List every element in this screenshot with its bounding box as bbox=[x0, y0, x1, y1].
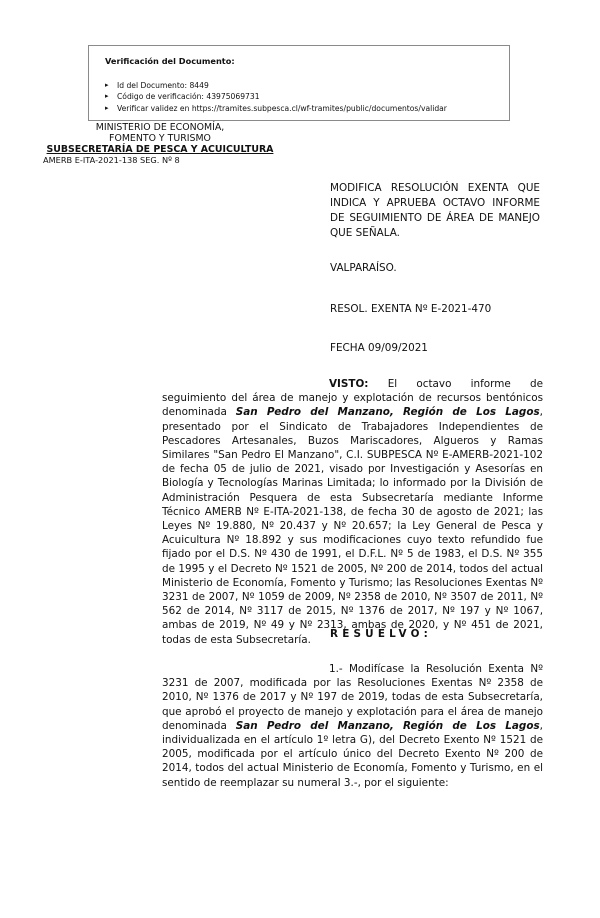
visto-label: VISTO: bbox=[329, 378, 369, 390]
resuelvo-heading: RESUELVO: bbox=[330, 628, 432, 640]
visto-paragraph bbox=[162, 377, 543, 647]
visto-area-name: San Pedro del Manzano, Región de Los Lagos bbox=[235, 406, 540, 419]
subsecretaria-title: SUBSECRETARÍA DE PESCA Y ACUICULTURA bbox=[46, 144, 274, 155]
verification-link[interactable]: ▸ Verificar validez en https://tramites.subpesca.cl/wf-tramites/public/documentos/validar bbox=[105, 103, 509, 114]
place: VALPARAÍSO. bbox=[330, 262, 397, 274]
verification-title: Verificación del Documento: bbox=[105, 56, 235, 66]
resolution-date: FECHA 09/09/2021 bbox=[330, 342, 428, 354]
article-1-paragraph bbox=[162, 662, 543, 790]
visto-text-1: El octavo informe de seguimiento del área de manejo y explotación de recursos bentónicos denominada bbox=[162, 378, 543, 419]
article-1-text-2: , individualizada en el artículo 1º letra G), del Decreto Exento Nº 1521 de 2005, modificada por el artículo único del Decreto Exento Nº 200 de 2014, todos del actual Ministerio de Economía, Fomento y Turismo, en el sentido de reemplazar su numeral 3.-, por el siguiente: bbox=[162, 719, 543, 789]
article-1-area-name: San Pedro del Manzano, Región de Los Lagos bbox=[235, 719, 540, 732]
verification-code: ▸ Código de verificación: 43975069731 bbox=[105, 91, 509, 102]
verification-box bbox=[88, 45, 510, 121]
ministry-line-2: FOMENTO Y TURISMO bbox=[109, 133, 211, 144]
resolution-subject: MODIFICA RESOLUCIÓN EXENTA QUE INDICA Y APRUEBA OCTAVO INFORME DE SEGUIMIENTO DE ÁREA DE MANEJO QUE SEÑALA. bbox=[330, 182, 540, 239]
visto-text-2: , presentado por el Sindicato de Trabajadores Independientes de Pescadores Artesanales, Buzos Mariscadores, Algueros y Ramas Similares "San Pedro El Manzano", C.I. SUBPESCA Nº E-AMERB-2021-102 de fecha 05 de julio de 2021, visado por Investigación y Asesorías en Biología y Tecnologías Marinas Limitada; lo informado por la División de Administración Pesquera de esta Subsecretaría mediante Informe Técnico AMERB Nº E-ITA-2021-138, de fecha 30 de agosto de 2021; las Leyes Nº 19.880, Nº 20.437 y Nº 20.657; la Ley General de Pesca y Acuicultura Nº 18.892 y sus modificaciones cuyo texto refundido fue fijado por el D.S. Nº 430 de 1991, el D.F.L. Nº 5 de 1983, el D.S. Nº 355 de 1995 y el Decreto Nº 1521 de 2005, Nº 200 de 2014, todos del actual Ministerio de Economía, Fomento y Turismo; las Resoluciones Exentas Nº 3231 de 2007, Nº 1059 de 2009, Nº 2358 de 2010, Nº 3507 de 2011, Nº 562 de 2014, Nº 3117 de 2015, Nº 1376 de 2017, Nº 197 y Nº 1067, ambas de 2019, Nº 49 y Nº 2313, ambas de 2020, y Nº 451 de 2021, todas de esta Subsecretaría. bbox=[162, 406, 543, 646]
article-1-text-1: 1.- Modifícase la Resolución Exenta Nº 3231 de 2007, modificada por las Resoluciones Exentas Nº 2358 de 2010, Nº 1376 de 2017 y Nº 197 de 2019, todas de esta Subsecretaría, que aprobó el proyecto de manejo y explotación para el área de manejo denominada bbox=[162, 663, 543, 732]
verification-list bbox=[105, 80, 509, 114]
reference-number: AMERB E-ITA-2021-138 SEG. Nº 8 bbox=[43, 155, 180, 165]
ministry-line-1: MINISTERIO DE ECONOMÍA, bbox=[95, 122, 225, 133]
resolution-number: RESOL. EXENTA Nº E-2021-470 bbox=[330, 303, 492, 315]
letterhead bbox=[35, 122, 285, 166]
document-id: ▸ Id del Documento: 8449 bbox=[105, 80, 509, 91]
